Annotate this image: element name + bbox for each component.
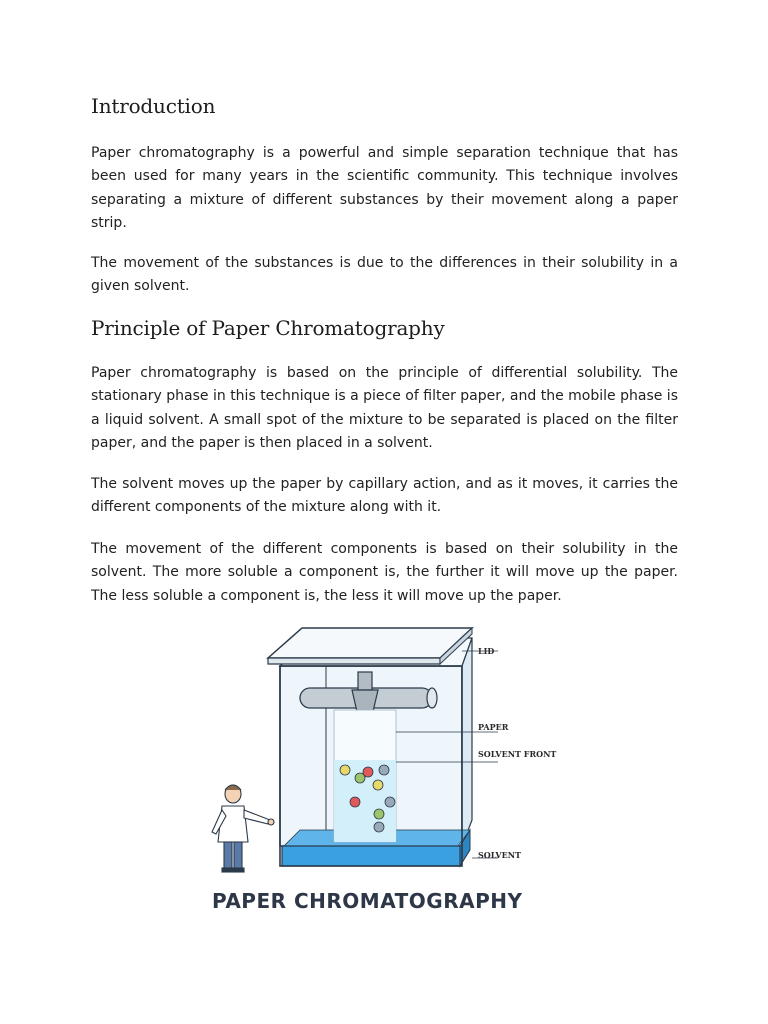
spot [374,822,384,832]
spot [373,780,383,790]
lid [268,628,472,664]
spot [340,765,350,775]
chromatography-illustration [200,620,580,920]
label-lid: LID [478,646,495,656]
scientist-figure [212,785,274,872]
paragraph: Paper chromatography is a powerful and simple separation technique that has been used for many years in the scientific community. This technique involves separating a mixture of different substances by their movement along a paper strip. [91,145,678,231]
spot [350,797,360,807]
spot [363,767,373,777]
paragraph: Paper chromatography is based on the principle of differential solubility. The stationary phase in this technique is a piece of filter paper, and the mobile phase is a liquid solvent. A small spot of the mixture to be separated is placed on the filter paper, and the paper is then placed in a solvent. [91,365,678,451]
chromatography-diagram [200,620,580,920]
section-heading-principle: Principle of Paper Chromatography [91,316,445,340]
spot [385,797,395,807]
label-solvent-front: SOLVENT FRONT [478,749,557,759]
paragraph: The movement of the different components is based on their solubility in the solvent. The more soluble a component is, the further it will move up the paper. The less soluble a component is, the less it will move up the paper. [91,541,678,604]
paragraph: The solvent moves up the paper by capillary action, and as it moves, it carries the different components of the mixture along with it. [91,476,678,516]
section-heading-introduction: Introduction [91,94,216,118]
spot [379,765,389,775]
spot [374,809,384,819]
label-paper: PAPER [478,722,509,732]
paragraph: The movement of the substances is due to the differences in their solubility in a given solvent. [91,255,678,295]
figure-title: PAPER CHROMATOGRAPHY [212,889,523,913]
label-solvent: SOLVENT [478,850,521,860]
